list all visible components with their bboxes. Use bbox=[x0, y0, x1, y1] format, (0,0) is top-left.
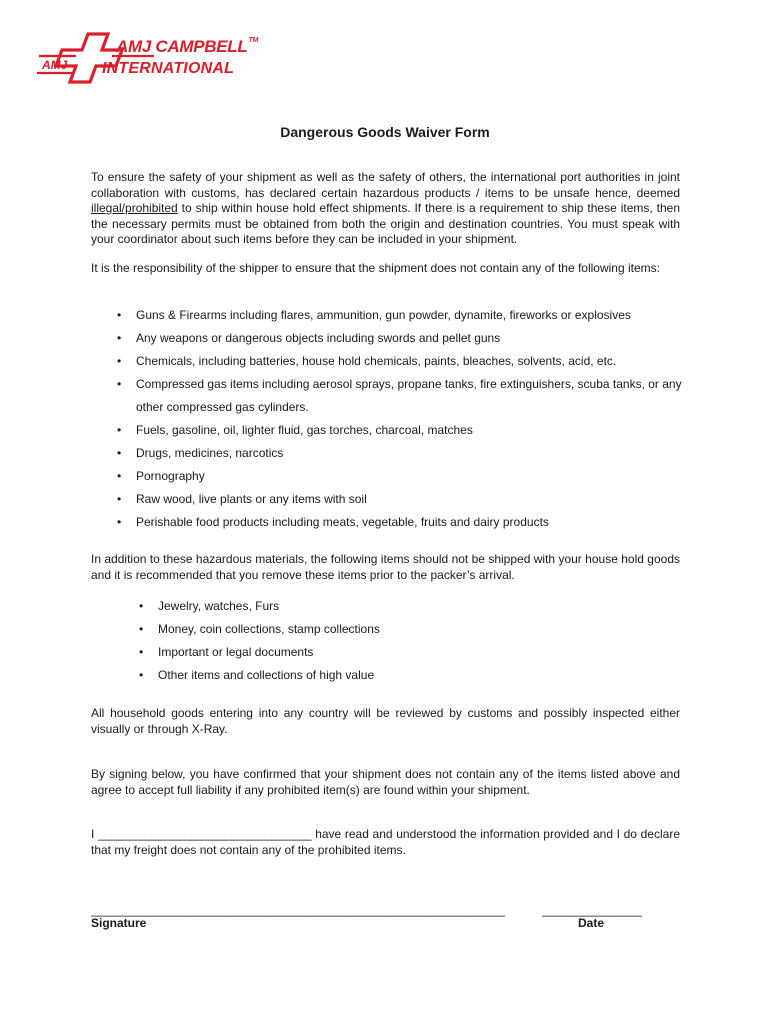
bullet-icon: • bbox=[117, 308, 122, 322]
intro-text-after: to ship within house hold effect shipments. If there is a requirement to ship these items, then the necessary permits must be obtained from both the origin and destination countries. You must speak with your coordinator about such items before they can be included in your shipment. bbox=[91, 201, 680, 246]
declaration-paragraph: I ________________________________ have read and understood the information provided and I do declare that my freight does not contain any of the prohibited items. bbox=[91, 827, 680, 857]
logo-amj-mark: AMJ bbox=[42, 58, 68, 72]
responsibility-paragraph: It is the responsibility of the shipper to ensure that the shipment does not contain any of the following items: bbox=[91, 261, 660, 275]
prohibited-item bbox=[117, 373, 696, 419]
logo-trademark: TM bbox=[248, 37, 258, 44]
prohibited-items-list bbox=[117, 308, 696, 530]
valuable-item-text: Jewelry, watches, Furs bbox=[158, 599, 280, 613]
prohibited-item-text: Compressed gas items including aerosol sprays, propane tanks, fire extinguishers, scuba tanks, or any other compressed gas cylinders. bbox=[136, 377, 682, 414]
valuable-item bbox=[139, 599, 678, 614]
intro-paragraph bbox=[91, 170, 680, 248]
customs-note-paragraph: All household goods entering into any country will be reviewed by customs and possibly inspected either visually or through X-Ray. bbox=[91, 706, 680, 736]
prohibited-item bbox=[117, 423, 696, 438]
page-title: Dangerous Goods Waiver Form bbox=[280, 124, 490, 140]
date-line[interactable]: _______________ bbox=[542, 903, 643, 917]
valuable-item bbox=[139, 645, 678, 660]
prohibited-item bbox=[117, 515, 696, 530]
prohibited-item bbox=[117, 354, 696, 369]
valuable-items-list bbox=[139, 599, 678, 683]
bullet-icon: • bbox=[139, 622, 144, 636]
bullet-icon: • bbox=[117, 377, 122, 391]
prohibited-item bbox=[117, 469, 696, 484]
prohibited-item-text: Perishable food products including meats, vegetable, fruits and dairy products bbox=[136, 515, 549, 529]
prohibited-item bbox=[117, 331, 696, 346]
valuable-item-text: Important or legal documents bbox=[158, 645, 314, 659]
logo-company-name-text: AMJ CAMPBELL bbox=[116, 37, 248, 56]
prohibited-item-text: Pornography bbox=[136, 469, 205, 483]
prohibited-item bbox=[117, 446, 696, 461]
bullet-icon: • bbox=[139, 668, 144, 682]
bullet-icon: • bbox=[117, 446, 122, 460]
prohibited-item-text: Raw wood, live plants or any items with soil bbox=[136, 492, 367, 506]
signature-label: Signature bbox=[91, 916, 147, 930]
intro-text-before: To ensure the safety of your shipment as well as the safety of others, the international port authorities in joint collaboration with customs, has declared certain hazardous products / items to be unsafe hence, deemed bbox=[91, 170, 680, 200]
additional-items-paragraph: In addition to these hazardous materials, the following items should not be shipped with your house hold goods and it is recommended that you remove these items prior to the packer’s arrival. bbox=[91, 552, 680, 582]
valuable-item-text: Money, coin collections, stamp collections bbox=[158, 622, 380, 636]
prohibited-item-text: Chemicals, including batteries, house hold chemicals, paints, bleaches, solvents, acid, etc. bbox=[136, 354, 617, 368]
bullet-icon: • bbox=[117, 423, 122, 437]
bullet-icon: • bbox=[139, 645, 144, 659]
company-logo bbox=[36, 32, 256, 88]
date-label: Date bbox=[578, 916, 605, 930]
prohibited-item-text: Fuels, gasoline, oil, lighter fluid, gas torches, charcoal, matches bbox=[136, 423, 473, 437]
intro-underlined-term: illegal/prohibited bbox=[91, 201, 178, 215]
logo-company-name bbox=[116, 37, 258, 57]
bullet-icon: • bbox=[117, 515, 122, 529]
prohibited-item-text: Guns & Firearms including flares, ammunition, gun powder, dynamite, fireworks or explosives bbox=[136, 308, 631, 322]
logo-international: INTERNATIONAL bbox=[102, 60, 235, 77]
bullet-icon: • bbox=[139, 599, 144, 613]
prohibited-item bbox=[117, 492, 696, 507]
prohibited-item-text: Any weapons or dangerous objects including swords and pellet guns bbox=[136, 331, 501, 345]
signing-note-paragraph: By signing below, you have confirmed that your shipment does not contain any of the items listed above and agree to accept full liability if any prohibited item(s) are found within your shipment. bbox=[91, 767, 680, 797]
valuable-item bbox=[139, 622, 678, 637]
bullet-icon: • bbox=[117, 331, 122, 345]
valuable-item bbox=[139, 668, 678, 683]
bullet-icon: • bbox=[117, 492, 122, 506]
bullet-icon: • bbox=[117, 354, 122, 368]
prohibited-item bbox=[117, 308, 696, 323]
valuable-item-text: Other items and collections of high value bbox=[158, 668, 375, 682]
prohibited-item-text: Drugs, medicines, narcotics bbox=[136, 446, 284, 460]
bullet-icon: • bbox=[117, 469, 122, 483]
signature-line[interactable]: ______________________________________________________________ bbox=[91, 903, 505, 917]
